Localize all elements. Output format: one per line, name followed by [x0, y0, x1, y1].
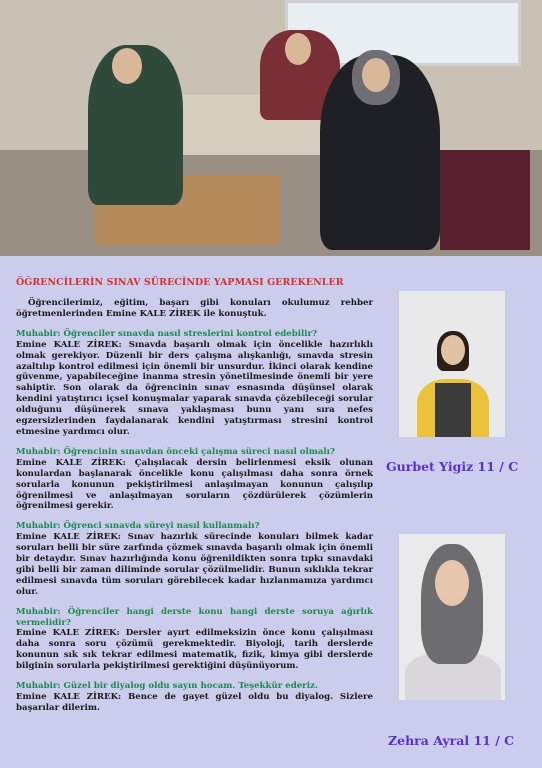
student-face [441, 335, 465, 365]
student-caption-zehra: Zehra Ayral 11 / C [388, 733, 515, 748]
teacher-face [285, 33, 311, 65]
answer-3: Emine KALE ZİREK: Sınav hazırlık sürecinde konuları bilmek kadar soruları belli bir süre zarfında çözmek sınavda başarılı olmak için önemli bir detaydır. Sınav hazırlığında konu öğrenildikten sonra tıpkı sınavdaki gibi belli bir zaman diliminde sorular çözülmelidir. Bunun sıklıkla tekrar edilmesi sınavda tüm soruları görebilecek kadar hızlanmamıza yardımcı olur. [16, 532, 373, 597]
question-4: Muhabir: Öğrenciler hangi derste konu hangi derste soruya ağırlık vermelidir? [16, 606, 373, 628]
question-3: Muhabir: Öğrenci sınavda süreyi nasıl kullanmalı? [16, 521, 260, 532]
rug [440, 150, 530, 250]
question-1: Muhabir: Öğrenciler sınavda nasıl streslerini kontrol edebilir? [16, 328, 318, 339]
answer-1: Emine KALE ZİREK: Sınavda başarılı olmak için öncelikle hazırlıklı olmak gerekiyor. Düzenli bir ders çalışma alışkanlığı, sınavda stresin azaltılıp kontrol edilmesi için önemli bir unsurdur. İkinci olarak kendine güvenme, yapabileceğine inanma stresin yönetilmesinde önemli bir yere sahiptir. Son olarak da öğrencinin sınav esnasında düşünsel olarak kendini yatıştırıcı içsel konuşmalar yaparak sınavda çözebileceği sorular olduğunu düşünerek sınava yaklaşması bunu yanı sıra nefes egzersizlerinden faydalanarak kendini yatıştırması stresini kontrol etmesine yardımcı olur. [16, 339, 373, 437]
interview-article [16, 298, 373, 723]
student-face [435, 560, 469, 606]
student-photo-gurbet [399, 291, 505, 437]
student-caption-gurbet: Gurbet Yigiz 11 / C [386, 459, 519, 474]
interview-photo [0, 0, 542, 256]
article-intro: Öğrencilerimiz, eğitim, başarı gibi konuları okulumuz rehber öğretmenlerinden Emine KALE ZİREK ile konuştuk. [16, 298, 373, 319]
question-5: Muhabir: Güzel bir diyalog oldu sayın hocam. Teşekkür ederiz. [16, 681, 318, 692]
answer-4: Emine KALE ZİREK: Dersler ayırt edilmeksizin önce konu çalışılması daha sonra soru çözümü gerekmektedir. Biyoloji, tarih derslerde konunun sık sık tekrar edilmesi matematik, fizik, kimya gibi derslerde bilginin sorularla pekiştirilmesi gerektiğini düşünüyorum. [16, 628, 373, 672]
student-right-face [362, 58, 390, 92]
article-title: ÖĞRENCİLERİN SINAV SÜRECİNDE YAPMASI GEREKENLER [16, 277, 344, 288]
student-shirt [435, 383, 471, 437]
student-photo-zehra [399, 534, 505, 700]
student-left-face [112, 48, 142, 84]
answer-2: Emine KALE ZİREK: Çalışılacak dersin belirlenmesi eksik olunan konulardan başlanarak öncelikle konu çalışılması daha sonra örnek sorularla konunun pekiştirilmesi anlaşılmayan konunun çalışılıp öğrenilmesi ve anlaşılmayan soruların çözdürülerek çözümlerin öğrenilmesi gerekir. [16, 457, 373, 512]
answer-5: Emine KALE ZİREK: Bence de gayet güzel oldu bu diyalog. Sizlere başarılar dilerim. [16, 692, 373, 713]
question-2: Muhabir: Öğrencinin sınavdan önceki çalışma süreci nasıl olmalı? [16, 446, 335, 457]
